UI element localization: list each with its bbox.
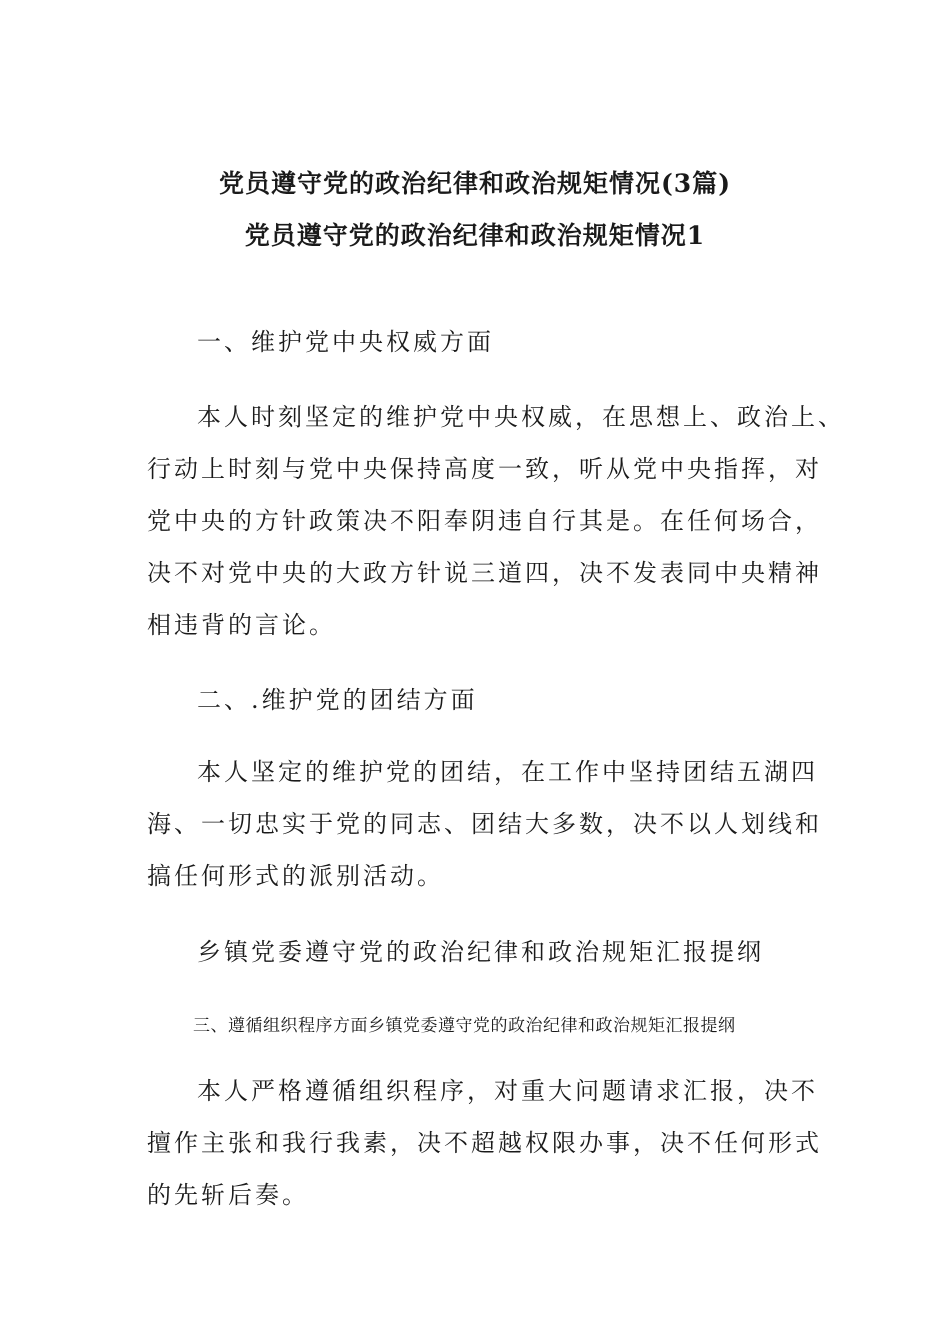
paragraph-line: 相违背的言论。	[147, 611, 336, 639]
section2-paragraph	[147, 746, 822, 902]
main-title: 党员遵守党的政治纪律和政治规矩情况(3篇)	[218, 169, 732, 198]
paragraph-line: 的先斩后奏。	[147, 1181, 309, 1209]
section3-heading: 三、遵循组织程序方面乡镇党委遵守党的政治纪律和政治规矩汇报提纲	[193, 1016, 736, 1036]
paragraph-line: 决不对党中央的大政方针说三道四，决不发表同中央精神	[147, 559, 822, 587]
paragraph-line: 本人时刻坚定的维护党中央权威，在思想上、政治上、	[197, 403, 845, 431]
paragraph-line: 海、一切忠实于党的同志、团结大多数，决不以人划线和	[147, 810, 822, 838]
interlude-heading: 乡镇党委遵守党的政治纪律和政治规矩汇报提纲	[197, 938, 764, 966]
section2-heading: 二、.维护党的团结方面	[197, 686, 478, 714]
paragraph-line: 本人坚定的维护党的团结，在工作中坚持团结五湖四	[197, 758, 818, 786]
paragraph-line: 本人严格遵循组织程序，对重大问题请求汇报，决不	[197, 1077, 818, 1105]
paragraph-line: 行动上时刻与党中央保持高度一致，听从党中央指挥，对	[147, 455, 822, 483]
section1-heading: 一、维护党中央权威方面	[197, 328, 494, 356]
paragraph-line: 搞任何形式的派别活动。	[147, 862, 444, 890]
paragraph-line: 擅作主张和我行我素，决不超越权限办事，决不任何形式	[147, 1129, 822, 1157]
sub-title: 党员遵守党的政治纪律和政治规矩情况1	[244, 221, 706, 250]
paragraph-line: 党中央的方针政策决不阳奉阴违自行其是。在任何场合，	[147, 507, 822, 535]
section3-paragraph	[147, 1065, 822, 1221]
section1-paragraph	[147, 391, 845, 651]
